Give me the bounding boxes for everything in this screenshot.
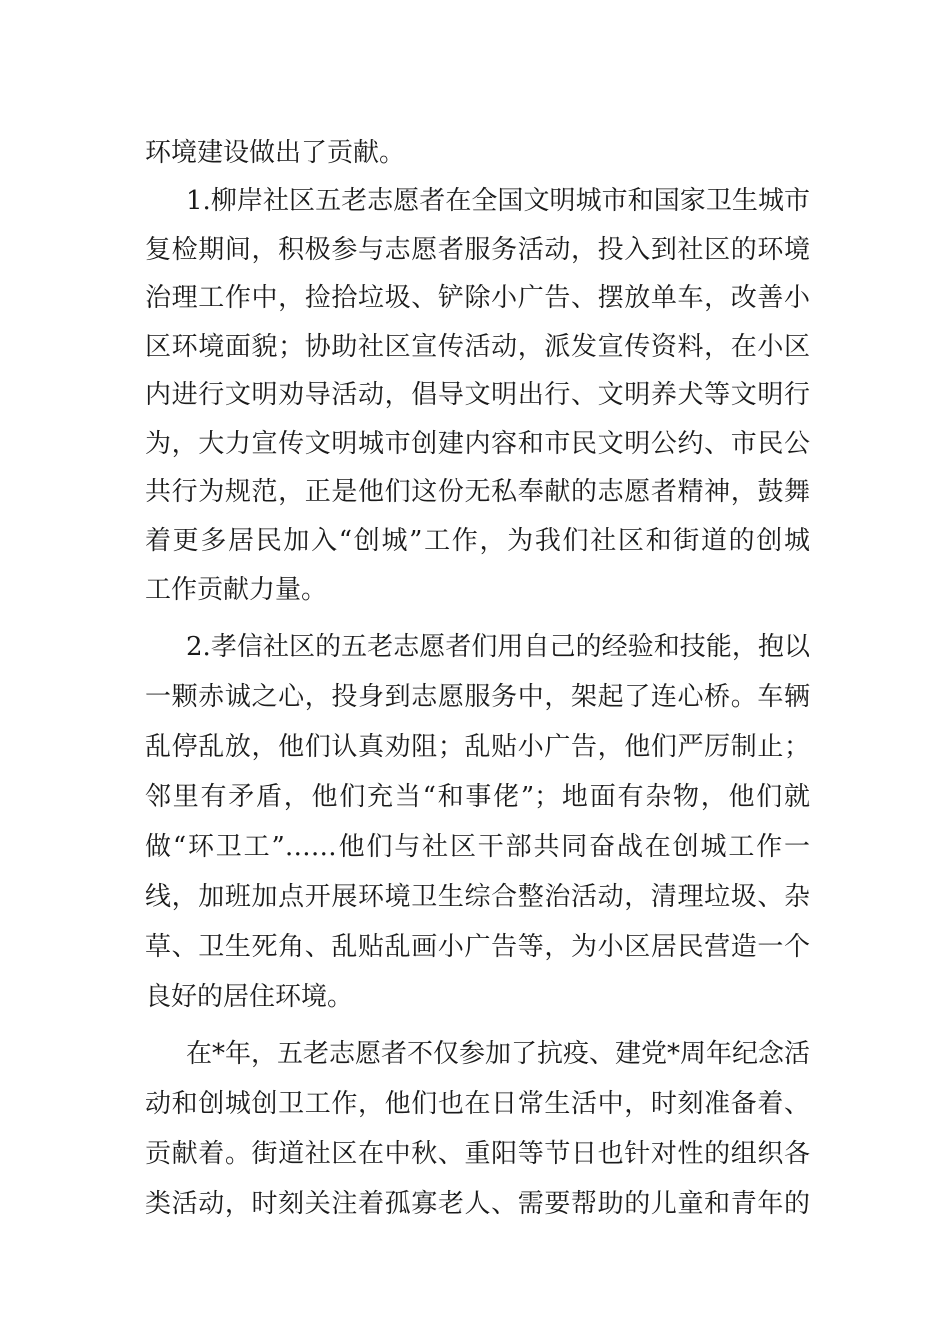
text-line: 良好的居住环境。 [145,982,354,1012]
text-line: 治理工作中，捡拾垃圾、铲除小广告、摆放单车，改善小 [145,283,810,313]
text-line: 内进行文明劝导活动，倡导文明出行、文明养犬等文明行 [145,380,810,410]
text-line: 着更多居民加入“创城”工作，为我们社区和街道的创城 [145,526,810,556]
text-line: 乱停乱放，他们认真劝阻；乱贴小广告，他们严厉制止； [145,732,810,762]
text-line: 贡献着。街道社区在中秋、重阳等节日也针对性的组织各 [145,1139,810,1169]
text-line: 环境建设做出了贡献。 [145,138,406,168]
text-line: 邻里有矛盾，他们充当“和事佬”；地面有杂物，他们就 [145,782,810,812]
text-line: 在*年，五老志愿者不仅参加了抗疫、建党*周年纪念活 [186,1039,811,1069]
text-line: 1.柳岸社区五老志愿者在全国文明城市和国家卫生城市 [186,186,810,216]
text-line: 区环境面貌；协助社区宣传活动，派发宣传资料，在小区 [145,332,810,362]
text-line: 复检期间，积极参与志愿者服务活动，投入到社区的环境 [145,235,810,265]
text-line: 共行为规范，正是他们这份无私奉献的志愿者精神，鼓舞 [145,477,810,507]
text-line: 动和创城创卫工作，他们也在日常生活中，时刻准备着、 [145,1089,810,1119]
text-line: 为，大力宣传文明城市创建内容和市民文明公约、市民公 [145,429,810,459]
text-line: 做“环卫工”……他们与社区干部共同奋战在创城工作一 [145,832,810,862]
text-line: 线，加班加点开展环境卫生综合整治活动，清理垃圾、杂 [145,882,810,912]
text-line: 一颗赤诚之心，投身到志愿服务中，架起了连心桥。车辆 [145,682,810,712]
text-line: 工作贡献力量。 [145,575,328,605]
text-line: 草、卫生死角、乱贴乱画小广告等，为小区居民营造一个 [145,932,810,962]
text-line: 类活动，时刻关注着孤寡老人、需要帮助的儿童和青年的 [145,1189,810,1219]
text-line: 2.孝信社区的五老志愿者们用自己的经验和技能，抱以 [186,632,810,662]
